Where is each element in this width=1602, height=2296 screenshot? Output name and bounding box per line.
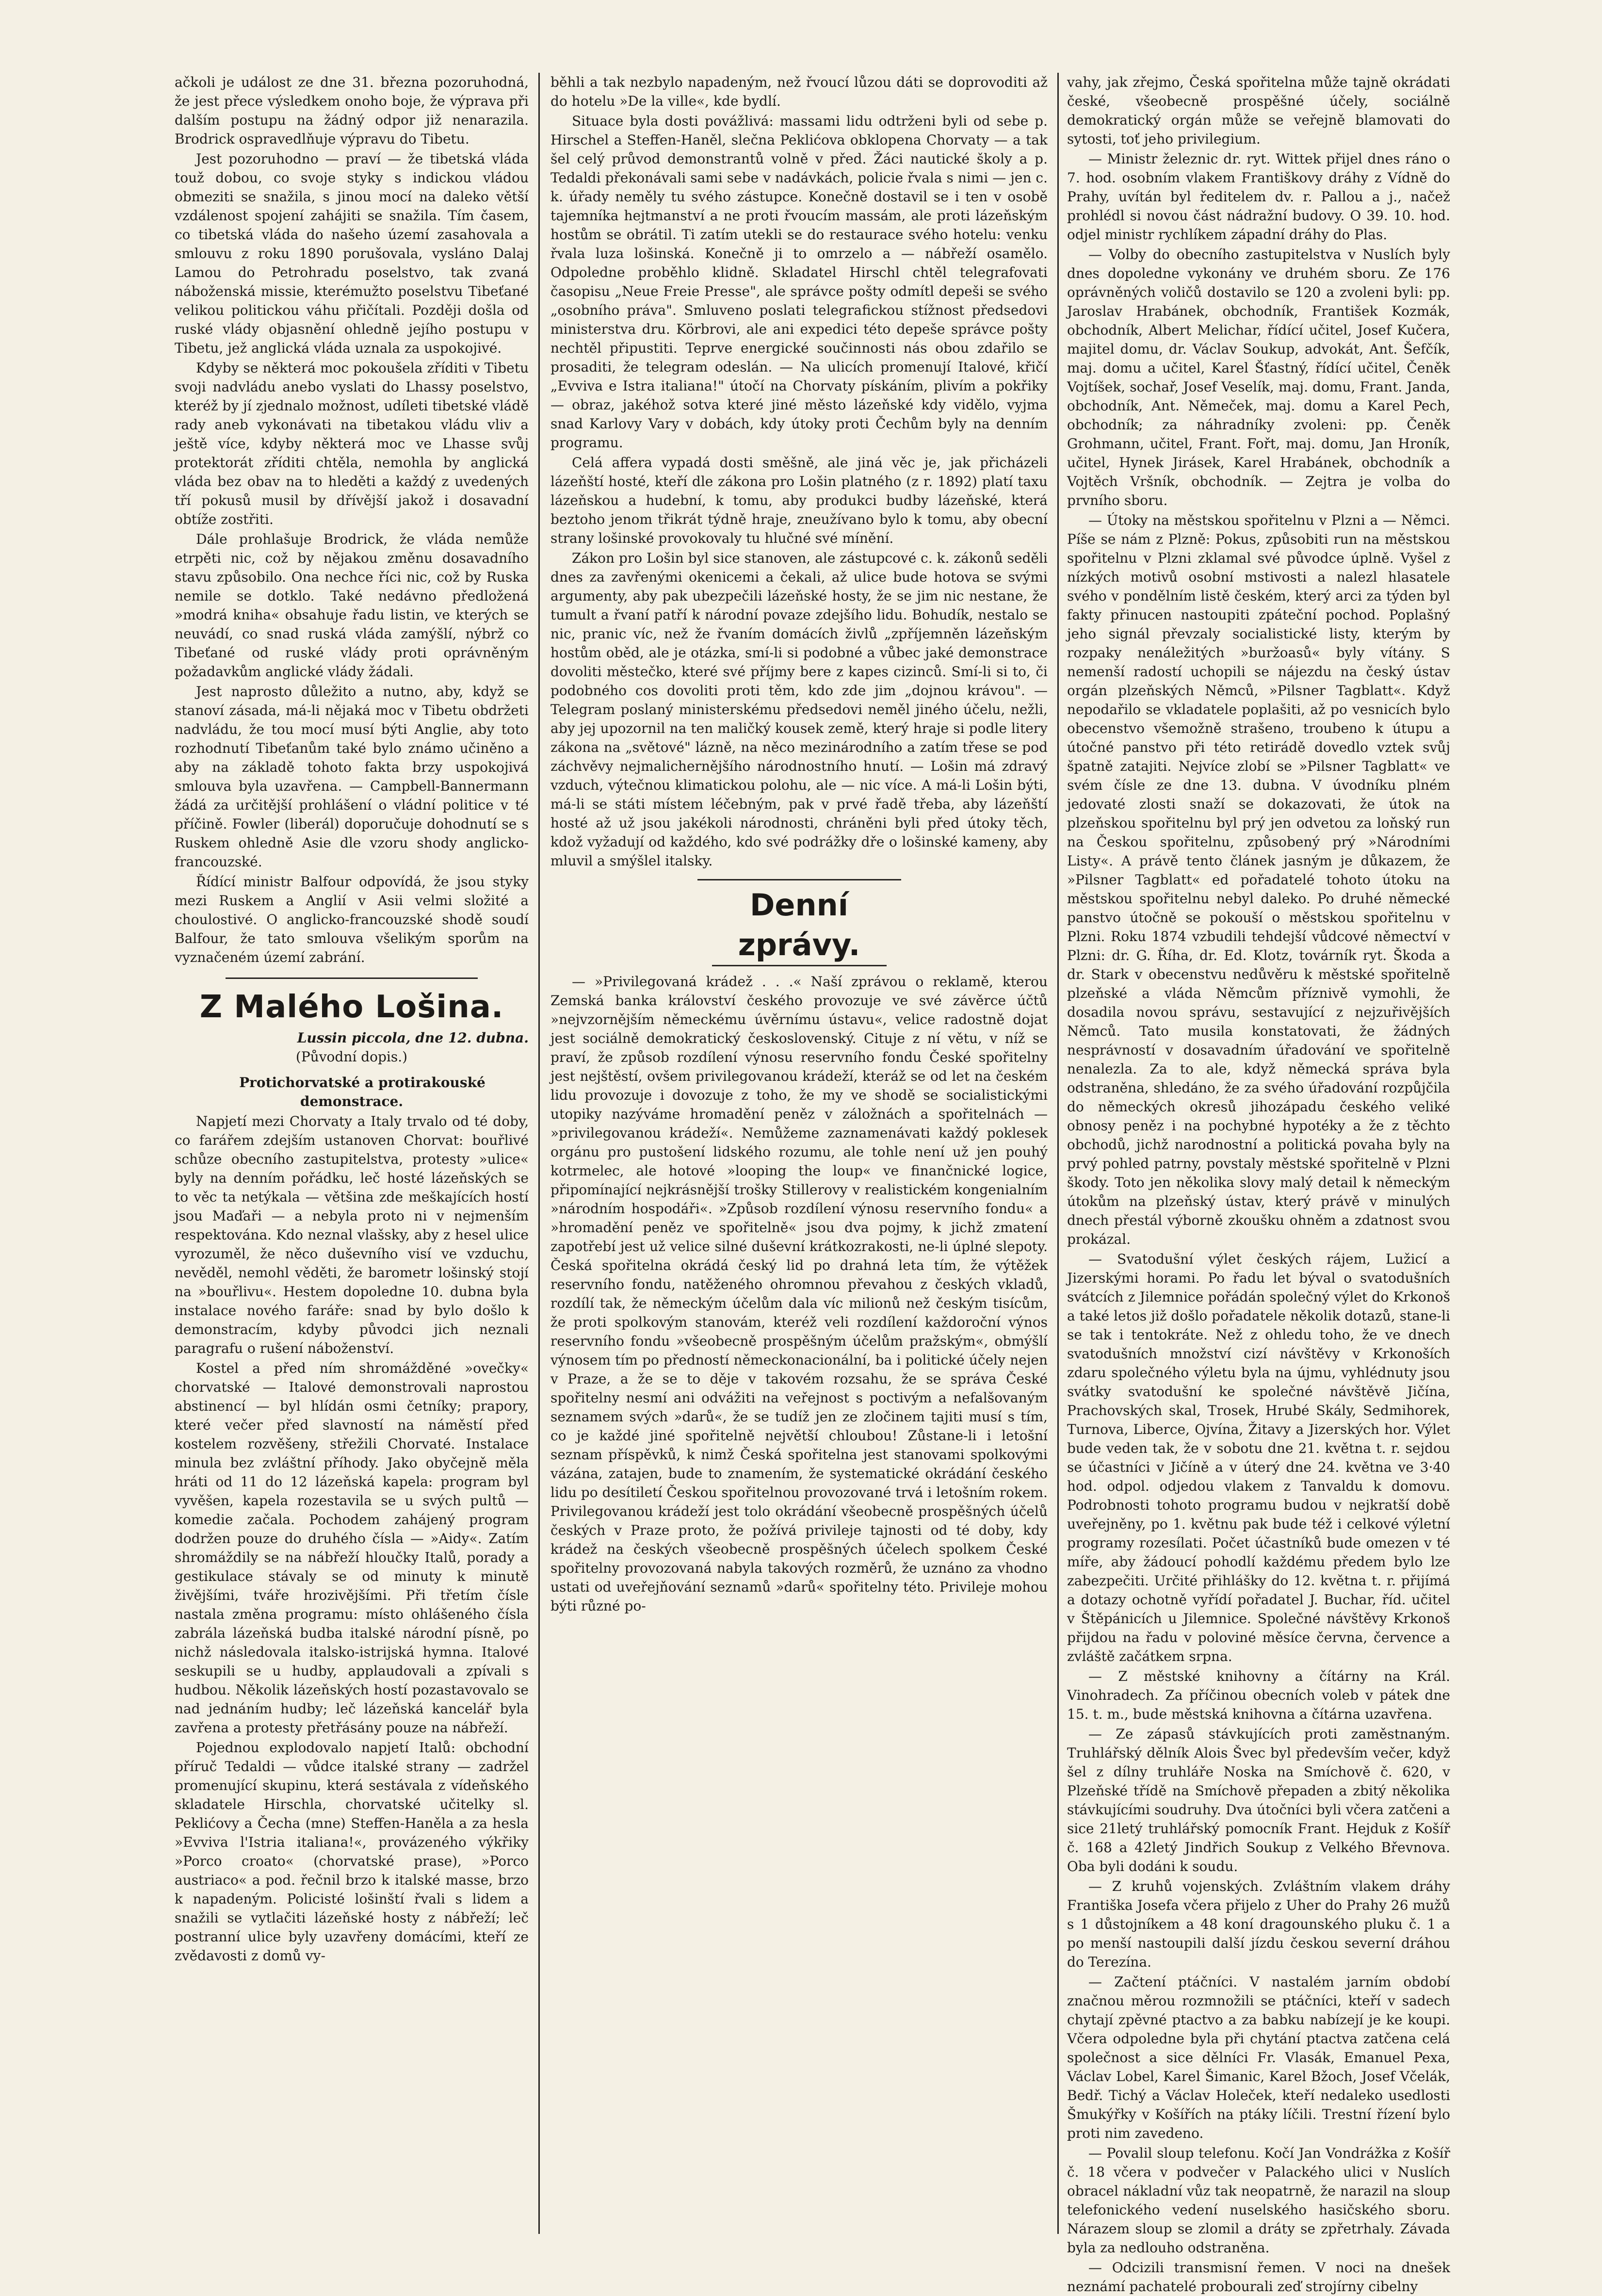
paragraph: Kdyby se některá moc pokoušela zříditi v Tibetu svoji nadvládu anebo vyslati do Lhassy poselstvo, kteréž by jí zjednalo možnost, udíleti tibetské vládě rady aneb vykonávati na tibetakou vládu vliv a ještě více, kdyby některá moc ve Lhasse svůj protektorát zříditi chtěla, nemohla by anglická vláda bez obav na to hleděti a každý z uvedených tří pokusů musil by dřívější jakož i dosavadní obtíže zostřiti. xyxy=(175,360,529,527)
section-rule xyxy=(697,879,901,880)
news-item: — Odcizili transmisní řemen. V noci na dnešek neznámí pachatelé probourali zeď strojírny cibelny xyxy=(1067,2260,1450,2295)
source-note: (Původní dopis.) xyxy=(295,1049,408,1065)
paragraph: Kostel a před ním shromážděné »ovečky« chorvatské — Italové demonstrovali naprostou abstinencí — byl hlídán osmi četníky; prapory, které večer před slavností na náměstí před kostelem rozvěšeny, střežili Chorvaté. Instalace minula bez zvláštní příhody. Jako obyčejně měla hráti od 11 do 12 lázeňská kapela: program byl vyvěšen, kapela rozestavila se u svých pultů — komedie začala. Pochodem zahájený program dodržen pouze do druhého čísla — »Aidy«. Zatím shromáždily se na nábřeží hloučky Italů, porady a gestikulace stávaly se od minuty k minutě živějšími, tváře hrozivějšími. Při třetím čísle nastala změna programu: místo ohlášeného čísla zabrála lázeňská budba italské národní písně, po nichž následovala italsko-istrijská hymna. Italové seskupili se u hudby, applaudovali a zpívali s hudbou. Několik lázeňských hostí pozastavovalo se nad jednáním hudby; leč lázeňská kancelář byla zavřena a protesty přetřásány pouze na nábřeží. xyxy=(175,1360,529,1736)
section-heading: Denní zprávy. xyxy=(712,885,887,966)
dateline: Lussin piccola, dne 12. dubna. xyxy=(297,1030,529,1046)
news-item: — Povalil sloup telefonu. Kočí Jan Vondrážka z Košíř č. 18 včera v podvečer v Palackého ulici v Nuslích obracel nákladní vůz tak neopatrně, že narazil na sloup telefonického vedení nuselského hasičského sboru. Nárazem sloup se zlomil a dráty se zpřetrhaly. Závada byla za nedlouho odstraněna. xyxy=(1067,2145,1450,2256)
paragraph: Celá affera vypadá dosti směšně, ale jiná věc je, jak přicházeli lázeňští hosté, kteří dle zákona pro Lošin platného (z r. 1892) platí taxu lázeňskou a hudební, k tomu, aby produkci budby lázeňské, která beztoho jenom třikrát týdně hraje, zneužívano bylo k tomu, aby obecní strany lošinské provokovaly tu hlučné své mínění. xyxy=(550,455,1048,546)
paragraph: Jest pozoruhodno — praví — že tibetská vláda touž dobou, co svoje styky s indickou vládou obmeziti se snažila, s jinou mocí na daleko větší vzdálenost spojení zahájiti se snažila. Tím časem, co tibetská vláda do našeho území zasahovala a smlouvu z roku 1890 porušovala, vysláno Dalaj Lamou do Petrohradu poselstvo, tak zvaná náboženská missie, kterémužto poselstvu Tibeťané velikou politickou váhu přičítali. Později došla od ruské vlády objasnění ohledně jejího postupu v Tibetu, jež anglická vláda uznala za uspokojivé. xyxy=(175,151,529,356)
paragraph: vahy, jak zřejmo, Česká spořitelna může tajně okrádati české, všeobecně prospěšné účely, sociálně demokratický orgán může se veřejně blamovati do sytosti, toť jeho privilegium. xyxy=(1067,74,1450,147)
news-item: — Ze zápasů stávkujících proti zaměstnaným. Truhlářský dělník Alois Švec byl především večer, když šel z dílny truhláře Noska na Smíchově č. 620, v Plzeňské třídě na Smíchově přepaden a zbitý několika stávkujícími soudruhy. Dva útočníci byli včera zatčeni a sice 21letý truhlářský pomocník Frant. Hejduk z Košíř č. 168 a 42letý Jindřich Soukup z Velkého Břevnova. Oba byli dodáni k soudu. xyxy=(1067,1726,1450,1874)
paragraph: běhli a tak nezbylo napadeným, než řvoucí lůzou dáti se doprovoditi až do hotelu »De la ville«, kde bydlí. xyxy=(550,74,1048,109)
paragraph: Napjetí mezi Chorvaty a Italy trvalo od té doby, co farářem zdejším ustanoven Chorvat: bouřlivé schůze obecního zastupitelstva, protesty »ulice« byly na denním pořádku, leč hosté lázeňských se to věc ta netýkala — většina zde meškajících hostí jsou Maďaři — a nebyla proto ni v nejmenším respektována. Kdo neznal vlašsky, aby z hesel ulice vyrozuměl, že něco duševního visí ve vzduchu, nevěděl, nemohl věděti, že barometr lošinský stojí na »bouřlivu«. Hestem dopoledne 10. dubna byla instalace nového faráře: snad by bylo došlo k demonstracím, kdyby původci jich neznali paragrafu o rušení náboženství. xyxy=(175,1113,529,1356)
paragraph: — »Privilegovaná krádež . . .« Naší zprávou o reklamě, kterou Zemská banka království českého provozuje ve své závěrce účtů »nejvzornějším německému úvěrnímu ústavu«, velice radostně dojat jest sociálně demokratický československý. Cituje z ní větu, v níž se praví, že způsob rozdílení výnosu reservního fondu České spořitelny jest nejštěstí, ovšem privilegovanou krádeží, kteráž se od let na českém lidu provozuje i dovozuje z toho, že my ve shodě se socialistickými utopiky nazýváme hromadění peněz v záložnách a spořitelnách — »privilegovanou krádeží«. Nemůžeme zaznamenávati každý poklesek orgánu pro pustošení lidského rozumu, ale tohle není už jen pouhý kotrmelec, ale hotové »looping the loup« ve finančnické logice, připomínající nejkrásnější trošky Stillerovy v realistickém kongenialním »národním hospodáři«. »Způsob rozdílení výnosu reservního fondu« a »hromadění peněz ve spořitelně« jsou dva pojmy, k jichž zmatení zapotřebí jest už velice silné duševní krátkozrakosti, ne-li úplné slepoty. Česká spořitelna okrádá český lid po drahná leta tím, že výtěžek reservního fondu, natěženého ohromnou převahou z českých vkladů, rozdílí tak, že německým účelům dala víc milionů než českým tisícům, že proti spolkovým stanovám, kteréž veli rozdílení každoroční výnos reservního fondu »všeobecně prospěšným účelům pražským«, obmýšlí výnosem tím po předností německonacionální, ba i politické účely nejen v Praze, a že se to děje v takovém rozsahu, že se správa České spořitelny nesmí ani odvážiti na veřejnost s poctivým a nefalšovaným seznamem svých »darů«, že se tudíž jen ze zločinem tajiti musí s tím, co je každé jiné spořitelně největší chloubou! Zůstane-li i letošní seznam příspěvků, k nimž Česká spořitelna jest stanovami spolkovými vázána, zatajen, bude to znamením, že systematické okrádání českého lidu po desítiletí Českou spořitelnou provozované trvá i letošním rokem. Privilegovanou krádeží jest tolo okrádání všeobecně prospěšných účelů českých v Praze proto, že požívá privileje tajnosti od té doby, kdy krádež na českých všeobecně prospěšných účelech spolkem České spořitelny provozovaná nabyla takových rozměrů, že uznáno za vhodno ustati od uveřejňování seznamů »darů« spořitelny této. Privileje mohou býti různé po- xyxy=(550,974,1048,1614)
news-item: — Začtení ptáčníci. V nastalém jarním období značnou měrou rozmnožili se ptáčníci, kteří v sadech chytají zpěvné ptactvo a za babku nabízejí je ke koupi. Včera odpoledne byla při chytání ptactva zatčena celá společnost a sice dělníci Fr. Vlasák, Emanuel Pexa, Václav Lobel, Karel Šimanic, Karel Bžoch, Josef Včelák, Bedř. Tichý a Václav Holeček, kteří nedaleko usedlosti Šmukýřky v Košířích na ptáky líčili. Trestní řízení bylo proti nim zavedeno. xyxy=(1067,1974,1450,2141)
paragraph: Pojednou explodovalo napjetí Italů: obchodní příruč Tedaldi — vůdce italské strany — zadržel promenující skupinu, která sestávala z vídeňského skladatele Hirschla, chorvatské učitelky sl. Peklićovy a Čecha (mne) Steffen-Haněla a za hesla »Evviva l'Istria italiana!«, provázeného výkřiky »Porco croato« (chorvatské prase), »Porco austriaco« a pod. řečnil brzo k italské masse, brzo k napadeným. Policisté lošinští řvali s lidem a snažili se vytlačiti lázeňské hosty z nábřeží; leč postranní ulice byly uzavřeny domácími, kteří ze zvědavosti z domů vy- xyxy=(175,1740,529,1964)
news-item: — Útoky na městskou spořitelnu v Plzni a — Němci. Píše se nám z Plzně: Pokus, způsobiti run na městskou spořitelnu v Plzni zklamal své původce úplně. Vyšel z nízkých motivů osobní mstivosti a nalezl hlasatele svého v pondělním listě českém, který arci za týden byl fakty přinucen nastoupiti zpáteční pochod. Poplašný jeho signál převzaly socialistické listy, kterým by rozpaky nenáležitých »buržoasů« byly vítány. S nemenší radostí uchopili se nájezdu na český ústav orgán plzeňských Němců, »Pilsner Tagblatt«. Když nepodařilo se vkladatele poplašiti, až po vesnicích bylo obecenstvo všemožně strašeno, troubeno k útupu a útočné panstvo při této retirádě dovedlo vztek svůj špatně zatajiti. Nejvíce zlobí se »Pilsner Tagblatt« ve svém čísle ze dne 13. dubna. V úvodníku plném jedovaté zlosti snaží se dokazovati, že útok na plzeňskou spořitelnu byl prý jen odvetou za loňský run na Českou spořitelnu, způsobený prý »Národními Listy«. A právě tento článek jasným je důkazem, že »Pilsner Tagblatt« ed pořadatelé tohoto útoku na městskou spořitelnu nebyl daleko. Po druhé německé panstvo útočně se pokouší o městskou spořitelnu v Plzni. Roku 1874 vzbudili tehdejší vůdcové němectví v Plzni: dr. G. Říha, dr. Ed. Klotz, továrník ryt. Škoda a dr. Stark v obecenstvu nedůvěru k městské spořitelně plzeňské a vláda Němcům příznivě vymohli, že dosadila novou správu, sestavující z nejzuřivějších Němců. Tato musila konstatovati, že žádných nesprávností v dosavadním úřadování ve spořitelně nenalezla. Za to ale, když německá správa byla odstraněna, shledáno, že za svého úřadování rozpůjčila do německých okresů jihozápadu českého veliké obnosy peněz i na pochybné hypotéky a že z těchto obchodů, jichž narodnostní a politická povaha byly na prvý pohled patrny, povstaly městské spořitelně v Plzni škody. Toto jen několika slovy malý detail k německým útokům na plzeňský ústav, který právě v minulých dnech přestál výborně zkoušku ohněm a zdatnost svou prokázal. xyxy=(1067,512,1450,1247)
column-1 xyxy=(175,73,529,2229)
column-rule xyxy=(538,73,540,2234)
paragraph: Dále prohlašuje Brodrick, že vláda nemůže etrpěti nic, což by nějakou změnu dosavadního stavu způsobilo. Ona nechce říci nic, což by Ruska nemile se dotklo. Také nedávno předložená »modrá kniha« obsahuje řadu listin, ve kterých se neuvádí, co snad ruská vláda zamýšlí, nýbrž co Tibeťané od ruské vlády proti oprávněným požadavkům anglické vlády žádali. xyxy=(175,531,529,680)
news-item: — Z městské knihovny a čítárny na Král. Vinohradech. Za příčinou obecních voleb v pátek dne 15. t. m., bude městská knihovna a čítárna uzavřena. xyxy=(1067,1668,1450,1722)
paragraph: Jest naprosto důležito a nutno, aby, když se stanoví zásada, má-li nějaká moc v Tibetu obdržeti nadvládu, že tou mocí musí býti Anglie, aby toto rozhodnutí Tibeťanům také bylo známo učiněno a aby na základě tohoto fakta brzy uspokojivá smlouva byla uzavřena. — Campbell-Bannermann žádá za určitější prohlášení o vládní politice v té příčině. Fowler (liberál) doporučuje dohodnutí se s Ruskem ohledně Asie dle vzoru shody anglicko-francouzské. xyxy=(175,684,529,870)
news-item: — Z kruhů vojenských. Zvláštním vlakem dráhy Františka Josefa včera přijelo z Uher do Prahy 26 mužů s 1 důstojníkem a 48 koní dragounského pluku č. 1 a po menší nastoupili další jízdu českou severní dráhou do Terezína. xyxy=(1067,1878,1450,1970)
column-rule xyxy=(1057,73,1059,2234)
section-rule xyxy=(226,977,478,979)
article-subheading: Protichorvatské a protirakouské demonstrace. xyxy=(239,1075,485,1109)
section-heading: Z Malého Lošina. xyxy=(199,989,504,1025)
column-2 xyxy=(550,73,1048,2229)
paragraph: ačkoli je událost ze dne 31. března pozoruhodná, že jest přece výsledkem onoho boje, že výprava při dalším postupu na žádný odpor již nenarazila. Brodrick ospravedlňuje výpravu do Tibetu. xyxy=(175,74,529,147)
column-3 xyxy=(1067,73,1450,2295)
news-item: — Volby do obecního zastupitelstva v Nuslích byly dnes dopoledne vykonány ve druhém sboru. Ze 176 oprávněných voličů dostavilo se 120 a zvoleni byli: pp. Jaroslav Hrabánek, obchodník, František Kozmák, obchodník, Albert Melichar, řídící učitel, Josef Kučera, majitel domu, dr. Václav Soukup, advokát, Ant. Šefčík, maj. domu a učitel, Karel Šťastný, řídící učitel, Čeněk Vojtíšek, sochař, Josef Veselík, maj. domu, Frant. Janda, obchodník, Ant. Němeček, maj. domu a Karel Pech, obchodník; za náhradníky zvoleni: pp. Čeněk Grohmann, učitel, Frant. Fořt, maj. domu, Jan Hroník, učitel, Hynek Jirásek, Karel Hrabánek, obchodník a Vojtěch Vršník, obchodník. — Zejtra je volba do prvního sboru. xyxy=(1067,246,1450,508)
paragraph: Zákon pro Lošin byl sice stanoven, ale zástupcové c. k. zákonů seděli dnes za zavřenými okenicemi a čekali, až ulice bude hotova se svými argumenty, aby pak ubezpečili lázeňské hosty, že se jim nic nestane, že tumult a řvaní patří k národní povaze zdejšího lidu. Bohudík, nestalo se nic, pranic víc, než že řvaním domácích živlů „zpříjemněn lázeňským hostům oběd, ale je otázka, smí-li si podobné a vůbec jaké demonstrace dovoliti městečko, které své příjmy bere z kapes cizinců. Smí-li si to, či podobného cos dovoliti proti těm, kdo zde jim „dojnou krávou". — Telegram poslaný ministerskému předsedovi neměl jiného účelu, nežli, aby jej upozornil na ten maličký kousek země, který hraje si podle litery zákona na „světové" lázně, na něco mezinárodního a zatím třese se pod záchvěvy nejmalichernějšího národnostního hnutí. — Lošin má zdravý vzduch, výtečnou klimatickou polohu, ale — nic více. A má-li Lošin býti, má-li se státi místem léčebným, pak v prvé řadě třeba, aby lázeňští hosté až už jsou jakékoli národnosti, chráněni byli před útoky těch, kdož vyžadují od každého, kdo své podrážky dře o lošinské kameny, aby mluvil a smýšlel italsky. xyxy=(550,550,1048,869)
news-item: — Ministr železnic dr. ryt. Wittek přijel dnes ráno o 7. hod. osobním vlakem Františkovy dráhy z Vídně do Prahy, uvítán byl ředitelem dv. r. Pallou a j., načež prohlédl si novou část nádražní budovy. O 39. 10. hod. odjel ministr rychlíkem západní dráhy do Plas. xyxy=(1067,151,1450,243)
paragraph: Řídící ministr Balfour odpovídá, že jsou styky mezi Ruskem a Anglií v Asii velmi složité a choulostivé. O anglicko-francouzské shodě soudí Balfour, že tato smlouva všelikým sporům na vyznačeném území zabrání. xyxy=(175,874,529,965)
news-item: — Svatodušní výlet českých rájem, Lužicí a Jizerskými horami. Po řadu let býval o svatodušních svátcích z Jilemnice pořádán společný výlet do Krkonoš a také letos již došlo pořadatele několik dotazů, stane-li se tak i tentokráte. Než z ohledu toho, že ve dnech svatodušních množství cizí návštěvy v Krkonoších zdaru společného výletu byla na újmu, vyhlédnuty jsou svátky svatodušní ke společné návštěvě Jičína, Prachovských skal, Trosek, Hrubé Skály, Sedmihorek, Turnova, Liberce, Ojvína, Žitavy a Jizerských hor. Výlet bude veden tak, že v sobotu dne 21. května t. r. sejdou se účastníci v Jičíně a v úterý dne 24. května ve 3·40 hod. odpol. odjedou vlakem z Tanvaldu k domovu. Podrobnosti tohoto programu budou v nejkratší době uveřejněny, po 1. květnu pak bude též i celkové výletní programy rozesílati. Počet účastníků bude omezen v té míře, aby žádoucí pohodlí každému předem bylo lze zabezpečiti. Určité přihlášky do 12. května t. r. přijímá a dotazy ochotně vyřídí pořadatel J. Buchar, říd. učitel v Štěpánicích u Jilemnice. Společné návštěvy Krkonoš přijdou na řadu v poloviné měsíce června, července a zvláště začátkem srpna. xyxy=(1067,1251,1450,1664)
paragraph: Situace byla dosti povážlivá: massami lidu odtrženi byli od sebe p. Hirschel a Steffen-Haněl, slečna Peklićova obklopena Chorvaty — a tak šel celý průvod demonstrantů volně v před. Žáci nautické školy a p. Tedaldi překonávali sami sebe v nadávkách, policie řvala s nimi — jen c. k. úřady neměly tu svého zástupce. Konečně dostavil se i ten v osobě tajemníka hejtmanství a ne proti řvoucím massám, ale proti lázeňským hostům se obrátil. Ti zatím utekli se do restaurace svého hotelu: venku řvala luza lošinská. Konečně ji to omrzelo a — nábřeží osamělo. Odpoledne proběhlo klidně. Skladatel Hirschl chtěl telegrafovati časopisu „Neue Freie Presse", ale správce pošty odmítl depeši se svého „osobního práva". Smluveno poslati telegrafickou stížnost předsedovi ministerstva dru. Körbrovi, ale ani expedici této depeše správce pošty nechtěl připustiti. Teprve energické součinnosti nás obou zdařilo se prosaditi, že telegram odeslán. — Na ulicích promenují Italové, křičí „Evviva e Istra italiana!" útočí na Chorvaty pískáním, plivím a pokřiky — obraz, jakéhož sotva které jiné město lázeňské kdy vidělo, vyjma snad Karlovy Vary v dobách, kdy útoky proti Čechům byly na denním programu. xyxy=(550,113,1048,451)
